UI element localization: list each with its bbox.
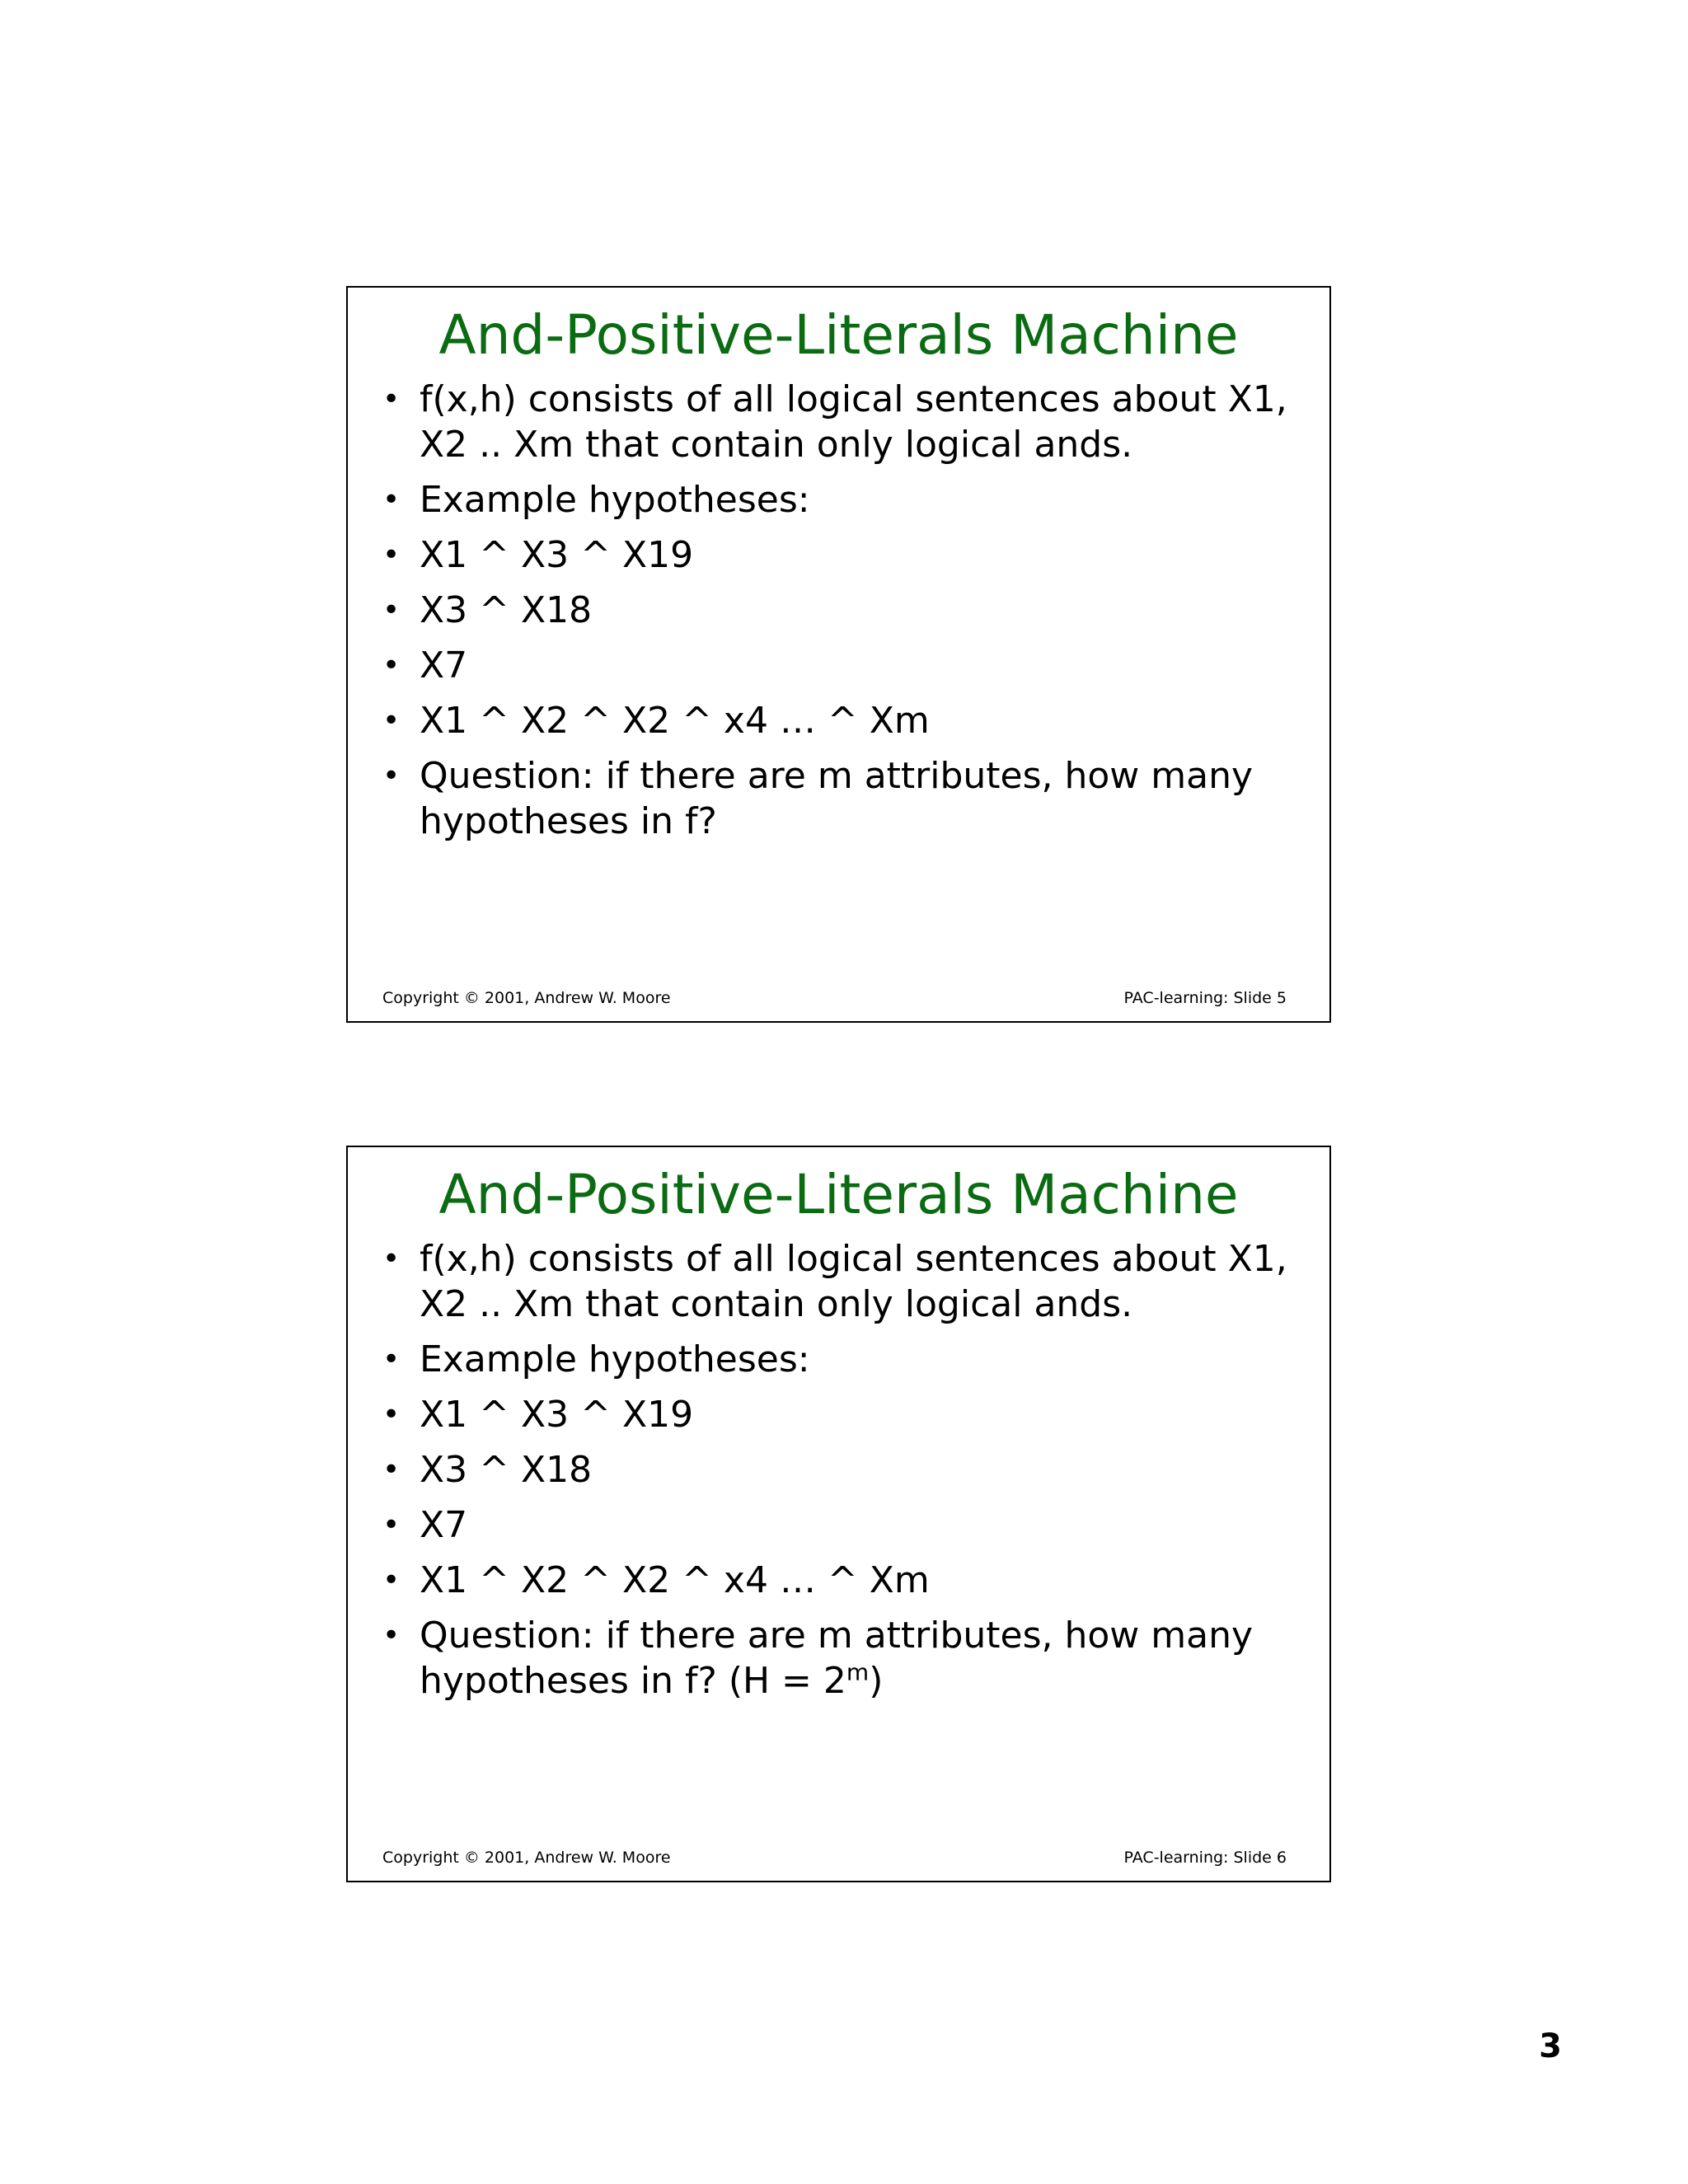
slide-title: And-Positive-Literals Machine: [438, 303, 1239, 367]
bullet-text: X3 ^ X18: [420, 589, 593, 631]
bullet-dot-icon: •: [382, 593, 401, 627]
bullet-item: [382, 1337, 1296, 1382]
bullet-text: X1 ^ X2 ^ X2 ^ x4 … ^ Xm: [420, 700, 930, 742]
bullet-item: [382, 1558, 1296, 1603]
bullet-text: f(x,h) consists of all logical sentences about X1, X2 .. Xm that contain only logical ands.: [420, 1238, 1287, 1325]
bullet-dot-icon: •: [382, 1619, 401, 1652]
copyright-text: Copyright © 2001, Andrew W. Moore: [382, 989, 671, 1007]
bullet-text: X1 ^ X3 ^ X19: [420, 1394, 694, 1436]
copyright-text: Copyright © 2001, Andrew W. Moore: [382, 1849, 671, 1867]
slide-6: [346, 1146, 1331, 1882]
bullet-list: [382, 1236, 1296, 1713]
bullet-list: [382, 377, 1296, 854]
bullet-dot-icon: •: [382, 759, 401, 793]
bullet-dot-icon: •: [382, 483, 401, 517]
slide-label: PAC-learning: Slide 5: [1123, 989, 1287, 1007]
bullet-item: [382, 588, 1296, 633]
bullet-item: [382, 753, 1296, 844]
bullet-text: X1 ^ X2 ^ X2 ^ x4 … ^ Xm: [420, 1559, 930, 1601]
bullet-dot-icon: •: [382, 1398, 401, 1432]
bullet-text: f(x,h) consists of all logical sentences about X1, X2 .. Xm that contain only logical ands.: [420, 378, 1287, 466]
bullet-dot-icon: •: [382, 1508, 401, 1542]
bullet-suffix: ): [869, 1660, 884, 1702]
bullet-item: [382, 698, 1296, 743]
bullet-item: [382, 1392, 1296, 1437]
bullet-dot-icon: •: [382, 649, 401, 682]
bullet-text: Question: if there are m attributes, how many hypotheses in f? (H = 2: [420, 1615, 1254, 1702]
bullet-text: Example hypotheses:: [420, 479, 810, 521]
bullet-dot-icon: •: [382, 1563, 401, 1597]
bullet-dot-icon: •: [382, 704, 401, 738]
bullet-dot-icon: •: [382, 382, 401, 416]
bullet-text: Example hypotheses:: [420, 1338, 810, 1380]
bullet-item: [382, 1447, 1296, 1493]
slide-5: [346, 286, 1331, 1023]
bullet-item: [382, 1236, 1296, 1327]
bullet-text: X1 ^ X3 ^ X19: [420, 534, 694, 576]
bullet-text: X7: [420, 644, 468, 687]
bullet-text: X3 ^ X18: [420, 1449, 593, 1491]
bullet-dot-icon: •: [382, 1242, 401, 1276]
bullet-item: [382, 532, 1296, 578]
slide-label: PAC-learning: Slide 6: [1123, 1849, 1287, 1867]
bullet-item: [382, 1502, 1296, 1548]
bullet-dot-icon: •: [382, 1343, 401, 1376]
bullet-dot-icon: •: [382, 538, 401, 572]
bullet-text: Question: if there are m attributes, how many hypotheses in f?: [420, 755, 1254, 842]
bullet-item: [382, 1613, 1296, 1704]
bullet-item: [382, 477, 1296, 523]
bullet-text: X7: [420, 1504, 468, 1546]
bullet-dot-icon: •: [382, 1453, 401, 1487]
bullet-item: [382, 377, 1296, 467]
page-number: 3: [1539, 2027, 1562, 2065]
superscript-m: m: [846, 1658, 870, 1686]
bullet-item: [382, 643, 1296, 688]
slide-title: And-Positive-Literals Machine: [438, 1163, 1239, 1226]
